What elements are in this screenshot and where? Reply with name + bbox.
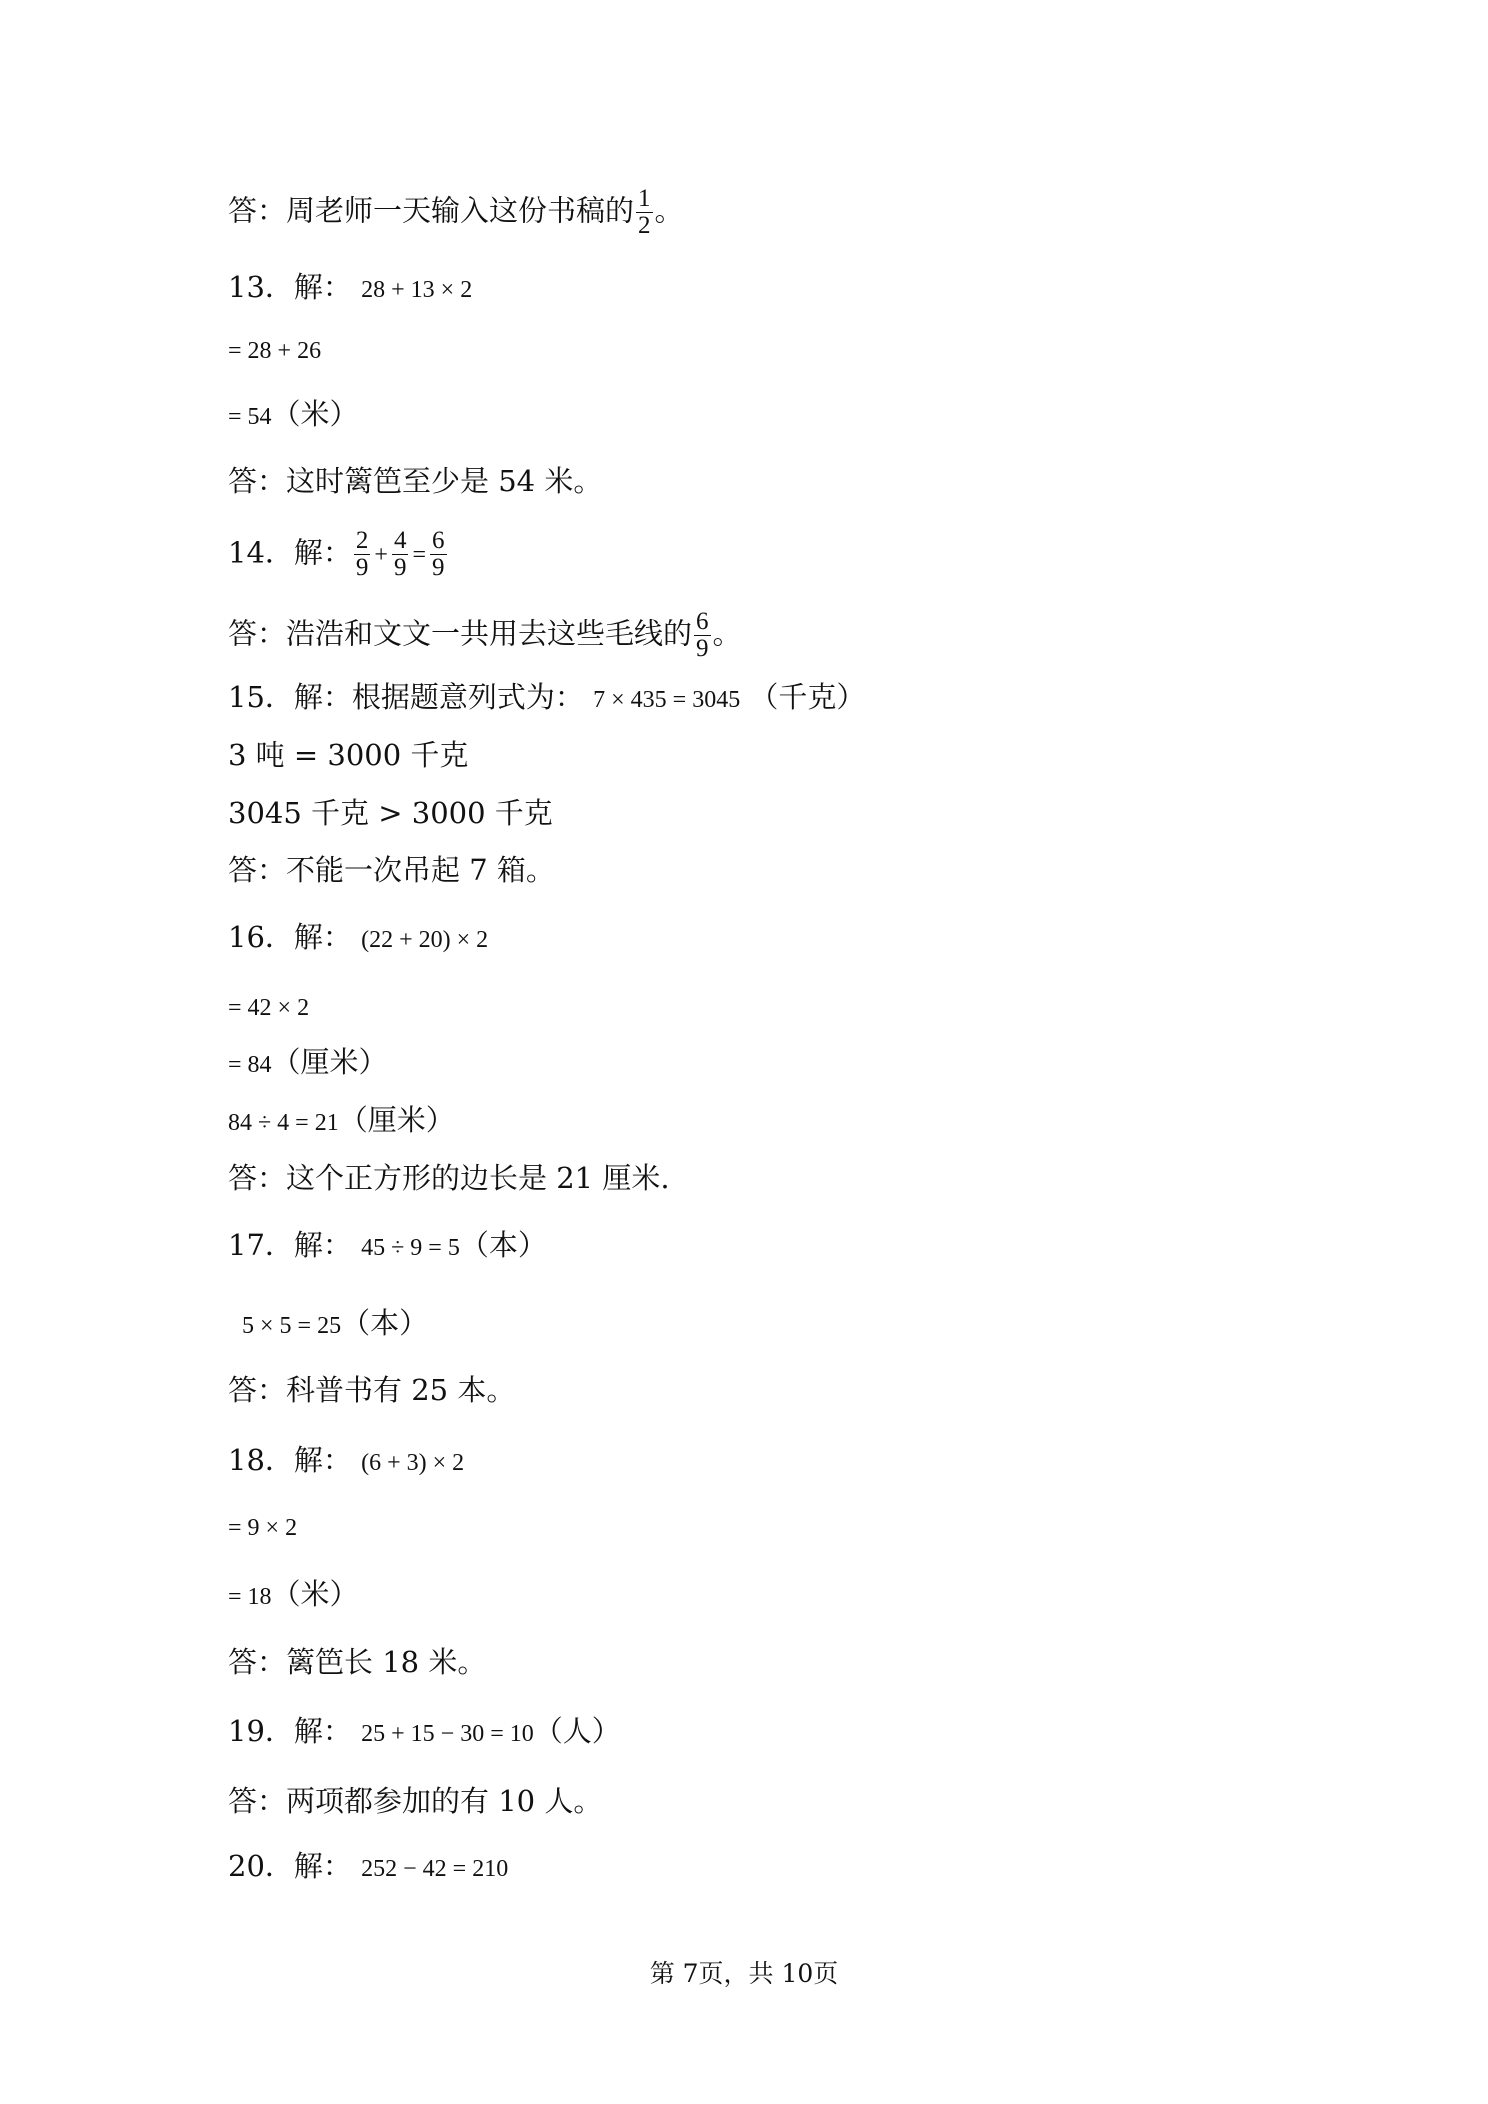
fraction-denominator: 9 bbox=[696, 635, 709, 662]
problem-label: 17．解： bbox=[228, 1228, 352, 1262]
solution-line-18 bbox=[228, 1440, 464, 1483]
problem-label: 14．解： bbox=[228, 535, 352, 570]
answer-line-15 bbox=[228, 850, 555, 890]
math-expression: (22 + 20) × 2 bbox=[361, 927, 489, 953]
math-step bbox=[228, 985, 309, 1028]
answer-text: 答：不能一次吊起 7 箱。 bbox=[228, 853, 555, 887]
math-expression: 45 ÷ 9 = 5 bbox=[361, 1235, 460, 1261]
answer-line-17 bbox=[228, 1370, 515, 1410]
fraction bbox=[430, 528, 447, 581]
comparison-line bbox=[228, 793, 553, 833]
fraction-numerator: 6 bbox=[696, 608, 709, 635]
fraction-numerator: 2 bbox=[355, 527, 369, 554]
math-expression: 252 − 42 = 210 bbox=[361, 1856, 509, 1882]
answer-text: 答：这时篱笆至少是 54 米。 bbox=[228, 464, 603, 498]
fraction-denominator: 9 bbox=[393, 554, 407, 581]
math-expression: = 28 + 26 bbox=[228, 338, 322, 364]
comparison-text: 3045 千克 > 3000 千克 bbox=[228, 796, 553, 830]
fraction bbox=[636, 186, 653, 239]
solution-line-15 bbox=[228, 677, 865, 720]
period: 。 bbox=[654, 193, 684, 228]
fraction-denominator: 9 bbox=[432, 554, 445, 581]
operator: + bbox=[374, 541, 388, 568]
problem-label: 18．解： bbox=[228, 1443, 352, 1477]
math-step bbox=[228, 1100, 455, 1143]
unit-label: （厘米） bbox=[271, 1045, 388, 1079]
answer-line-12 bbox=[228, 186, 684, 239]
math-expression: 5 × 5 = 25 bbox=[242, 1313, 342, 1339]
conversion-text: 3 吨 = 3000 千克 bbox=[228, 738, 469, 772]
unit-label: （本） bbox=[341, 1306, 429, 1340]
fraction-numerator: 6 bbox=[432, 527, 445, 554]
operator: = bbox=[412, 541, 426, 568]
problem-label: 20．解： bbox=[228, 1849, 352, 1883]
math-expression: 25 + 15 − 30 = 10 bbox=[361, 1721, 534, 1747]
answer-line-13 bbox=[228, 461, 602, 501]
math-expression: (6 + 3) × 2 bbox=[361, 1450, 465, 1476]
solution-line-19 bbox=[228, 1711, 621, 1754]
math-expression: = 9 × 2 bbox=[228, 1515, 298, 1541]
math-expression: 84 ÷ 4 = 21 bbox=[228, 1110, 339, 1136]
math-expression: = 42 × 2 bbox=[228, 995, 310, 1021]
math-expression: 28 + 13 × 2 bbox=[361, 277, 473, 303]
solution-line-16 bbox=[228, 917, 488, 960]
answer-text: 答：周老师一天输入这份书稿的 bbox=[228, 193, 635, 228]
solution-line-20 bbox=[228, 1846, 508, 1889]
unit-label: （千克） bbox=[749, 680, 866, 714]
problem-label: 16．解： bbox=[228, 920, 352, 954]
unit-label: （本） bbox=[459, 1228, 547, 1262]
math-step bbox=[228, 394, 359, 437]
answer-text: 答：这个正方形的边长是 21 厘米. bbox=[228, 1161, 670, 1195]
problem-label: 13．解： bbox=[228, 270, 352, 304]
fraction bbox=[392, 528, 409, 581]
math-step bbox=[228, 1574, 359, 1617]
math-step bbox=[228, 328, 321, 371]
fraction-denominator: 9 bbox=[355, 554, 369, 581]
math-expression: 7 × 435 = 3045 bbox=[593, 687, 741, 713]
math-step bbox=[228, 1042, 388, 1085]
fraction bbox=[354, 528, 371, 581]
fraction-numerator: 4 bbox=[393, 527, 407, 554]
unit-label: （人） bbox=[533, 1714, 621, 1748]
answer-line-14 bbox=[228, 609, 742, 662]
unit-label: （米） bbox=[271, 397, 359, 431]
conversion-line bbox=[228, 735, 468, 775]
answer-text: 答：篱笆长 18 米。 bbox=[228, 1645, 487, 1679]
answer-text: 答：科普书有 25 本。 bbox=[228, 1373, 516, 1407]
math-expression: = 18 bbox=[228, 1584, 272, 1610]
solution-line-13 bbox=[228, 267, 472, 310]
math-step bbox=[228, 1505, 297, 1548]
page-footer bbox=[0, 1957, 1488, 1991]
answer-line-16 bbox=[228, 1158, 670, 1198]
solution-line-14 bbox=[228, 528, 449, 581]
answer-line-19 bbox=[228, 1781, 602, 1821]
page-number: 第 7页，共 10页 bbox=[649, 1959, 839, 1988]
answer-text: 答：浩浩和文文一共用去这些毛线的 bbox=[228, 616, 693, 651]
answer-line-18 bbox=[228, 1642, 486, 1682]
unit-label: （米） bbox=[271, 1577, 359, 1611]
solution-line-17 bbox=[228, 1225, 547, 1268]
fraction bbox=[694, 609, 711, 662]
fraction-numerator: 1 bbox=[638, 185, 651, 212]
math-expression: = 84 bbox=[228, 1052, 272, 1078]
period: 。 bbox=[712, 616, 742, 651]
unit-label: （厘米） bbox=[338, 1103, 455, 1137]
answer-text: 答：两项都参加的有 10 人。 bbox=[228, 1784, 603, 1818]
math-step bbox=[242, 1303, 428, 1346]
math-expression: = 54 bbox=[228, 404, 272, 430]
problem-label: 15．解：根据题意列式为： bbox=[228, 680, 584, 714]
problem-label: 19．解： bbox=[228, 1714, 352, 1748]
fraction-denominator: 2 bbox=[638, 212, 651, 239]
